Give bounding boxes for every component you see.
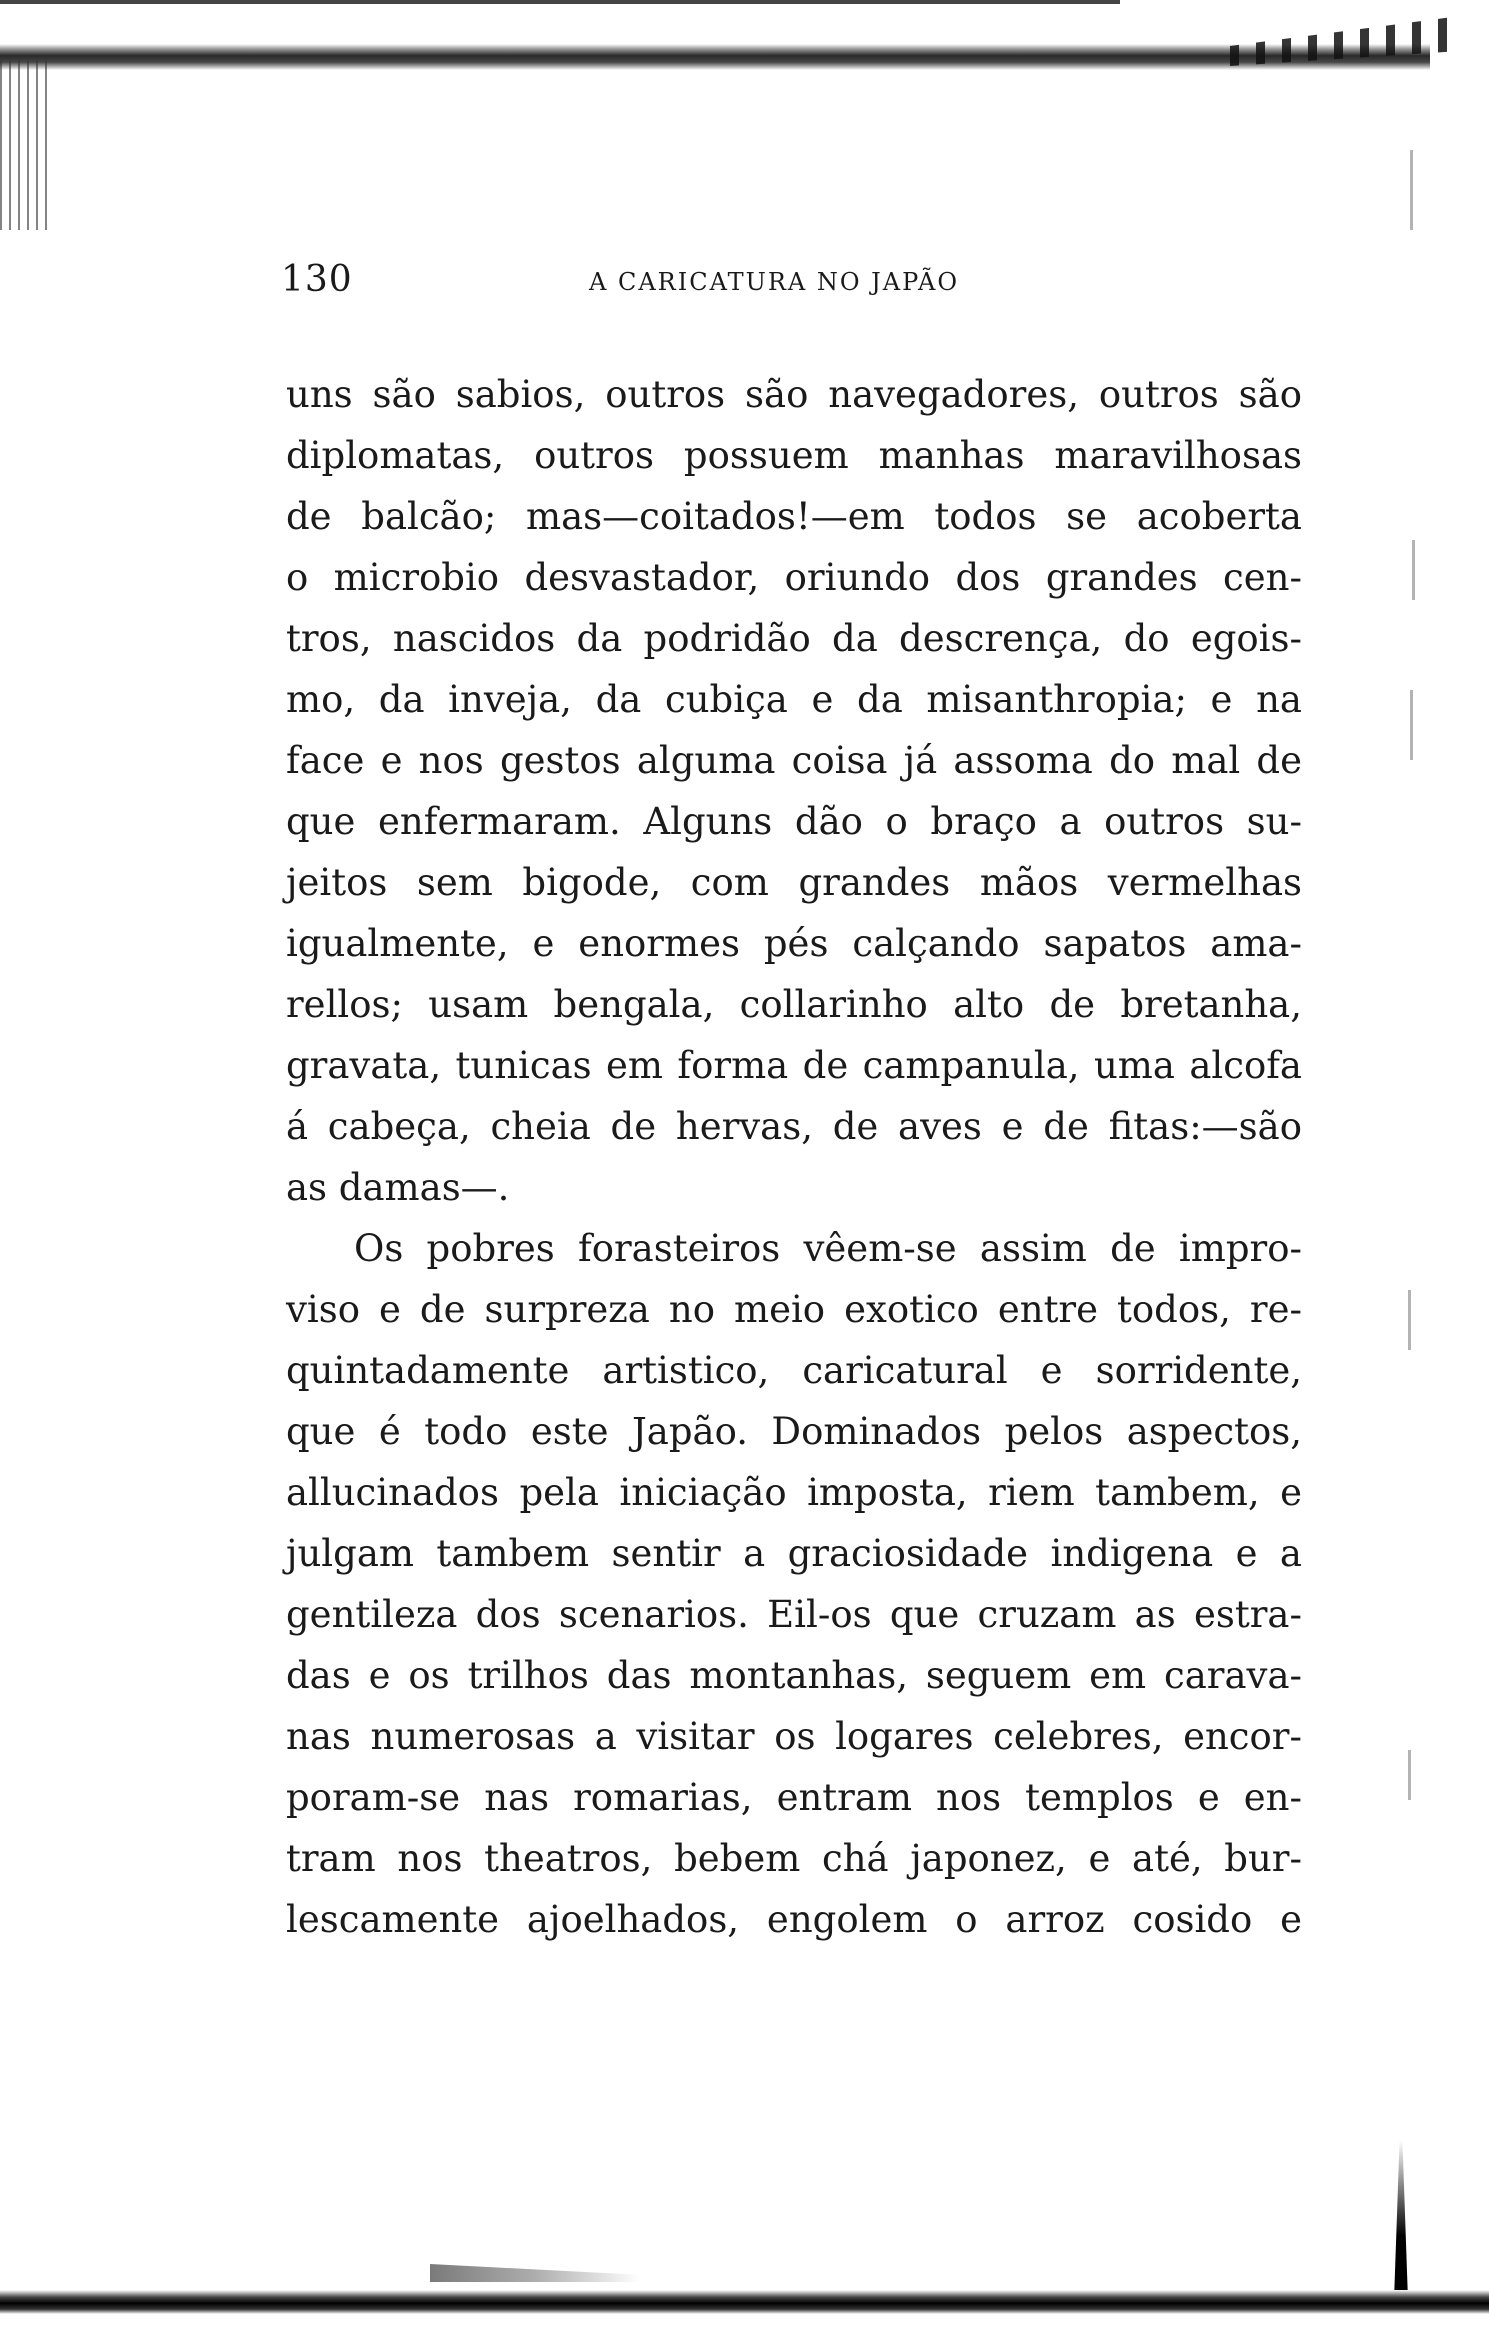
text-line: quintadamente artistico, caricatural e sorridente, xyxy=(286,1349,1302,1392)
scan-right-mark xyxy=(1412,540,1415,600)
scan-bottom-rule xyxy=(0,2290,1489,2314)
text-line: diplomatas, outros possuem manhas maravilhosas xyxy=(286,434,1302,477)
scan-bottom-smudge xyxy=(430,2264,640,2282)
text-line: allucinados pela iniciação imposta, riem tambem, e xyxy=(286,1471,1302,1514)
text-line: as damas—. xyxy=(286,1166,510,1209)
text-line: Os pobres forasteiros vêem-se assim de impro- xyxy=(354,1227,1302,1270)
text-line: tros, nascidos da podridão da descrença, do egois- xyxy=(286,617,1302,660)
text-line: uns são sabios, outros são navegadores, outros são xyxy=(286,373,1302,416)
scan-top-edge xyxy=(0,0,1120,4)
text-line: poram-se nas romarias, entram nos templos e en- xyxy=(286,1776,1302,1819)
text-line: igualmente, e enormes pés calçando sapatos ama- xyxy=(286,922,1302,965)
text-line: das e os trilhos das montanhas, seguem em carava- xyxy=(286,1654,1302,1697)
running-title: A CARICATURA NO JAPÃO xyxy=(589,268,960,296)
text-line: lescamente ajoelhados, engolem o arroz cosido e xyxy=(286,1898,1302,1941)
text-line: tram nos theatros, bebem chá japonez, e até, bur- xyxy=(286,1837,1302,1880)
scan-left-edge xyxy=(0,60,54,230)
text-line: de balcão; mas—coitados!—em todos se acoberta xyxy=(286,495,1302,538)
text-line: rellos; usam bengala, collarinho alto de bretanha, xyxy=(286,983,1302,1026)
text-line: gentileza dos scenarios. Eil-os que cruzam as estra- xyxy=(286,1593,1302,1636)
text-line: julgam tambem sentir a graciosidade indigena e a xyxy=(286,1532,1302,1575)
scan-right-mark xyxy=(1408,1290,1411,1350)
paragraph xyxy=(286,1218,1302,1950)
paragraph xyxy=(286,364,1302,1218)
text-line: que enfermaram. Alguns dão o braço a outros su- xyxy=(286,800,1302,843)
page-number: 130 xyxy=(281,259,353,300)
running-head xyxy=(281,255,1301,305)
body-text xyxy=(286,364,1302,1950)
text-line: viso e de surpreza no meio exotico entre todos, re- xyxy=(286,1288,1302,1331)
text-line: o microbio desvastador, oriundo dos grandes cen- xyxy=(286,556,1302,599)
scan-right-mark xyxy=(1410,690,1413,760)
text-line: jeitos sem bigode, com grandes mãos vermelhas xyxy=(286,861,1302,904)
scan-right-mark xyxy=(1408,1750,1411,1800)
text-line: nas numerosas a visitar os logares celebres, encor- xyxy=(286,1715,1302,1758)
scan-bottom-spike xyxy=(1394,2140,1408,2300)
scan-top-rule xyxy=(0,44,1430,70)
text-line: mo, da inveja, da cubiça e da misanthropia; e na xyxy=(286,678,1302,721)
text-line: que é todo este Japão. Dominados pelos aspectos, xyxy=(286,1410,1302,1453)
text-line: gravata, tunicas em forma de campanula, uma alcofa xyxy=(286,1044,1302,1087)
text-line: á cabeça, cheia de hervas, de aves e de fitas:—são xyxy=(286,1105,1302,1148)
scan-right-mark xyxy=(1410,150,1413,230)
text-line: face e nos gestos alguma coisa já assoma do mal de xyxy=(286,739,1302,782)
